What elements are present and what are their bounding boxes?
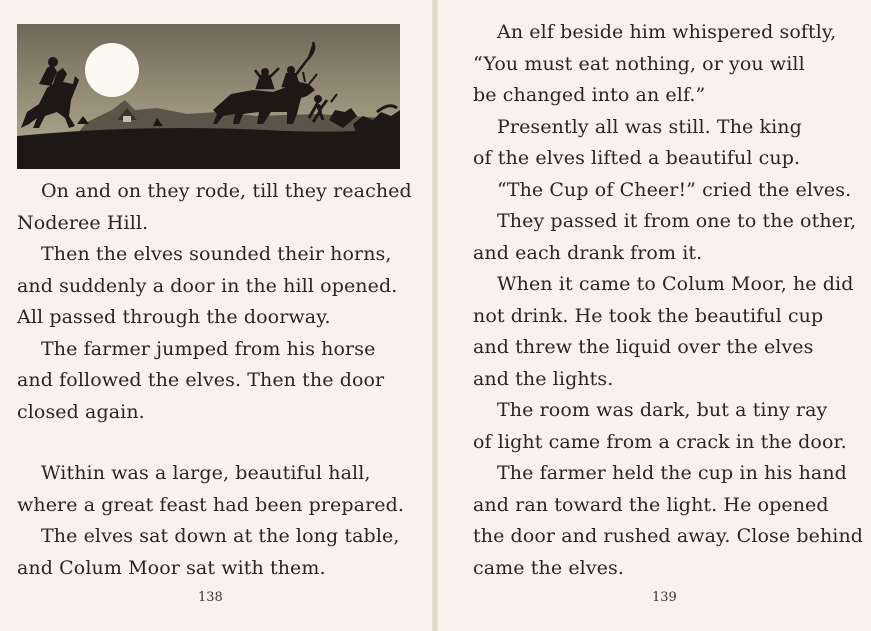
text-line: and followed the elves. Then the door (17, 369, 385, 391)
text-line: On and on they rode, till they reached (41, 180, 412, 202)
text-line: The farmer held the cup in his hand (497, 462, 847, 484)
text-line: The farmer jumped from his horse (41, 337, 376, 360)
text-line: The room was dark, but a tiny ray (497, 399, 828, 421)
paragraph (473, 458, 864, 584)
text-line: of the elves lifted a beautiful cup. (473, 147, 801, 169)
text-line: They passed it from one to the other, (497, 210, 857, 232)
paragraph (473, 17, 857, 112)
paragraph (473, 112, 857, 175)
paragraph (17, 176, 412, 239)
text-line: All passed through the doorway. (17, 306, 331, 328)
text-line: “You must eat nothing, or you will (473, 52, 805, 75)
elves-procession-icon (17, 24, 400, 169)
paragraph (17, 334, 403, 429)
silhouette-illustration (17, 24, 400, 169)
text-line: where a great feast had been prepared. (17, 493, 405, 516)
text-line: of light came from a crack in the door. (473, 430, 847, 453)
text-line: Noderee Hill. (17, 211, 149, 234)
text-line: The elves sat down at the long table, (41, 525, 400, 547)
paragraph (17, 458, 403, 521)
paragraph-gap (17, 428, 403, 458)
paragraph (17, 521, 403, 584)
moon-icon (85, 43, 139, 97)
paragraph (473, 175, 857, 207)
paragraph (473, 269, 857, 395)
text-line: “The Cup of Cheer!” cried the elves. (497, 178, 852, 201)
text-line: closed again. (17, 400, 145, 423)
text-line: Then the elves sounded their horns, (41, 243, 392, 265)
text-line: not drink. He took the beautiful cup (473, 304, 824, 327)
text-line: Presently all was still. The king (497, 115, 802, 138)
text-line: When it came to Colum Moor, he did (497, 273, 854, 295)
text-line: be changed into an elf.” (473, 84, 706, 106)
text-line: came the elves. (473, 556, 625, 579)
text-line: and suddenly a door in the hill opened. (17, 274, 398, 297)
paragraph (17, 239, 403, 334)
right-page-text (473, 17, 864, 584)
paragraph (473, 206, 857, 269)
text-line: Within was a large, beautiful hall, (41, 462, 371, 484)
page-number: 138 (198, 590, 223, 605)
text-line: and threw the liquid over the elves (473, 336, 814, 358)
text-line: and each drank from it. (473, 241, 703, 264)
text-line: and ran toward the light. He opened (473, 493, 829, 516)
paragraph (473, 395, 857, 458)
left-page (0, 0, 432, 631)
page-number: 139 (652, 590, 677, 605)
text-line: An elf beside him whispered softly, (497, 21, 837, 43)
text-line: and Colum Moor sat with them. (17, 556, 326, 579)
left-page-text (17, 176, 412, 584)
text-line: the door and rushed away. Close behind (473, 525, 864, 547)
text-line: and the lights. (473, 367, 614, 390)
